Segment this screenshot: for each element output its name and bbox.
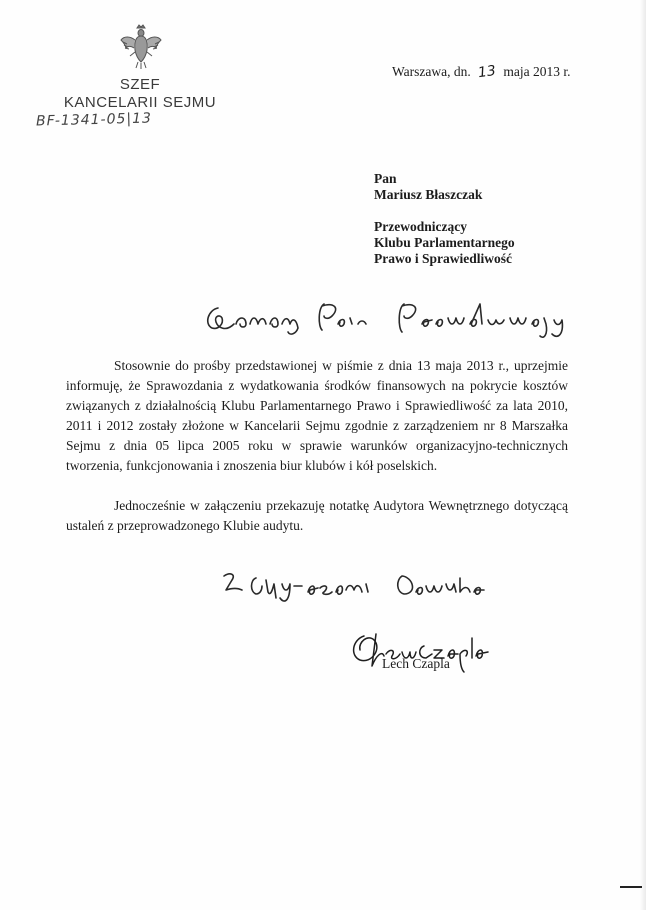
eagle-emblem-icon bbox=[118, 22, 164, 70]
page-corner-mark bbox=[620, 886, 642, 888]
org-title-line1: SZEF bbox=[119, 76, 161, 93]
recipient-title-line2: Klubu Parlamentarnego bbox=[374, 235, 515, 250]
letter-date bbox=[392, 64, 570, 80]
paragraph-1-text: Stosownie do prośby przedstawionej w piśmie z dnia 13 maja 2013 r., uprzejmie informuję, że Sprawozdania z wydatkowania środków finansowych na pokrycie kosztów związanych z działalnością Klubu Parlamentarnego Prawo i Sprawiedliwość za lata 2010, 2011 i 2012 zostały złożone w Kancelarii Sejmu zgodnie z zarządzeniem nr 8 Marszałka Sejmu z dnia 05 lipca 2005 roku w sprawie warunków organizacyjno-technicznych tworzenia, funkcjonowania i znoszenia biur klubów i kół poselskich. bbox=[66, 358, 568, 473]
paragraph-2-text: Jednocześnie w załączeniu przekazuję notatkę Audytora Wewnętrznego dotyczącą ustaleń z przeprowadzonego Klubie audytu. bbox=[66, 498, 568, 533]
reference-number: BF-1341-05|13 bbox=[35, 110, 153, 130]
date-suffix: maja 2013 r. bbox=[503, 64, 571, 79]
recipient-title-line3: Prawo i Sprawiedliwość bbox=[374, 251, 512, 266]
body-paragraph-1 bbox=[66, 356, 568, 476]
recipient-title-line1: Przewodniczący bbox=[374, 219, 467, 234]
date-prefix: Warszawa, dn. bbox=[392, 64, 471, 79]
recipient-name: Mariusz Błaszczak bbox=[374, 187, 483, 202]
handwritten-closing bbox=[220, 562, 520, 604]
body-paragraph-2 bbox=[66, 496, 568, 536]
org-title-line2: KANCELARII SEJMU bbox=[63, 94, 217, 111]
recipient-salutation: Pan bbox=[374, 171, 397, 186]
date-day: 13 bbox=[477, 62, 497, 82]
page-edge-shadow bbox=[640, 0, 646, 910]
signer-name: Lech Czapla bbox=[382, 656, 450, 671]
handwritten-greeting bbox=[200, 294, 580, 344]
